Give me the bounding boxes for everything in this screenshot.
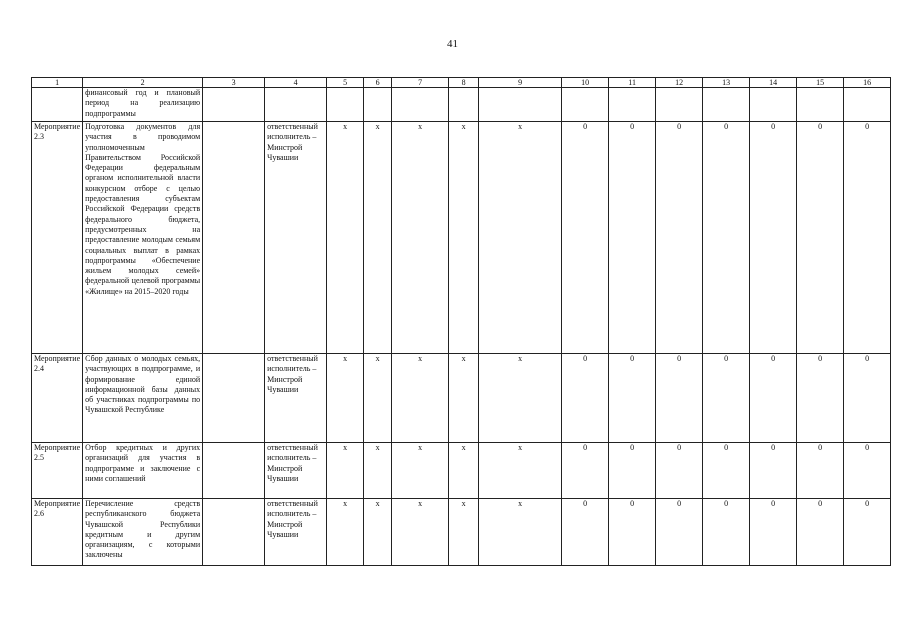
measure-description: Сбор данных о молодых семьях, участвующих в подпрограмме, и формирование единой информационной базы данных об участниках подпрограммы по Чувашской Республике — [83, 354, 203, 443]
column-header: 4 — [265, 78, 327, 88]
cell-empty — [203, 122, 265, 354]
column-header: 7 — [392, 78, 449, 88]
cell-value: 0 — [844, 499, 891, 566]
cell-empty — [203, 499, 265, 566]
cell-mark: x — [364, 443, 392, 499]
column-header: 12 — [656, 78, 703, 88]
cell-value — [750, 88, 797, 122]
column-header: 9 — [479, 78, 562, 88]
cell-mark: x — [327, 354, 364, 443]
responsible-executor: ответственный исполнитель – Минстрой Чувашии — [265, 499, 327, 566]
cell-value: 0 — [609, 354, 656, 443]
cell-value — [562, 88, 609, 122]
measure-label: Мероприятие 2.3 — [32, 122, 83, 354]
responsible-executor: ответственный исполнитель – Минстрой Чувашии — [265, 122, 327, 354]
column-header: 3 — [203, 78, 265, 88]
cell-mark: x — [327, 499, 364, 566]
cell-mark: x — [392, 354, 449, 443]
measure-description: Перечисление средств республиканского бюджета Чувашской Республики кредитным и другим организациям, с которыми заключены — [83, 499, 203, 566]
cell-value: 0 — [797, 354, 844, 443]
cell-mark: x — [392, 499, 449, 566]
column-header: 14 — [750, 78, 797, 88]
column-header: 15 — [797, 78, 844, 88]
cell-value: 0 — [609, 122, 656, 354]
cell-mark — [392, 88, 449, 122]
cell-mark: x — [479, 122, 562, 354]
cell-value: 0 — [844, 354, 891, 443]
table-row — [32, 354, 891, 443]
column-header: 8 — [449, 78, 479, 88]
cell-value — [797, 88, 844, 122]
measure-label: Мероприятие 2.5 — [32, 443, 83, 499]
program-table — [31, 77, 891, 566]
cell-value: 0 — [656, 443, 703, 499]
cell-mark — [327, 88, 364, 122]
cell-value: 0 — [562, 354, 609, 443]
column-header: 10 — [562, 78, 609, 88]
cell-mark: x — [364, 122, 392, 354]
column-header: 16 — [844, 78, 891, 88]
column-header: 11 — [609, 78, 656, 88]
cell-value: 0 — [797, 499, 844, 566]
cell-empty — [203, 88, 265, 122]
measure-label — [32, 88, 83, 122]
measure-label: Мероприятие 2.4 — [32, 354, 83, 443]
cell-value: 0 — [844, 443, 891, 499]
table-row — [32, 122, 891, 354]
cell-mark — [449, 88, 479, 122]
responsible-executor: ответственный исполнитель – Минстрой Чувашии — [265, 443, 327, 499]
measure-description: Отбор кредитных и других организаций для участия в подпрограмме и заключение с ними соглашений — [83, 443, 203, 499]
responsible-executor: ответственный исполнитель – Минстрой Чувашии — [265, 354, 327, 443]
column-header: 1 — [32, 78, 83, 88]
cell-value: 0 — [562, 443, 609, 499]
cell-mark: x — [364, 354, 392, 443]
cell-value: 0 — [797, 443, 844, 499]
column-number-row — [32, 78, 891, 88]
cell-mark — [364, 88, 392, 122]
cell-value: 0 — [750, 354, 797, 443]
cell-mark: x — [449, 443, 479, 499]
page-number: 41 — [447, 38, 458, 50]
cell-value: 0 — [703, 354, 750, 443]
cell-value — [703, 88, 750, 122]
cell-value: 0 — [703, 443, 750, 499]
cell-value: 0 — [844, 122, 891, 354]
cell-mark: x — [479, 354, 562, 443]
table-row — [32, 88, 891, 122]
cell-mark: x — [479, 499, 562, 566]
column-header: 13 — [703, 78, 750, 88]
cell-value — [656, 88, 703, 122]
cell-value: 0 — [797, 122, 844, 354]
measure-description: финансовый год и плановый период на реализацию подпрограммы — [83, 88, 203, 122]
measure-label: Мероприятие 2.6 — [32, 499, 83, 566]
cell-mark: x — [449, 122, 479, 354]
cell-value: 0 — [656, 122, 703, 354]
column-header: 5 — [327, 78, 364, 88]
cell-value: 0 — [703, 499, 750, 566]
cell-value: 0 — [750, 443, 797, 499]
column-header: 6 — [364, 78, 392, 88]
cell-value — [609, 88, 656, 122]
cell-value: 0 — [609, 499, 656, 566]
cell-mark: x — [392, 122, 449, 354]
cell-value: 0 — [656, 499, 703, 566]
cell-value: 0 — [750, 122, 797, 354]
measure-description: Подготовка документов для участия в проводимом уполномоченным Правительством Российской Федерации федеральным органом исполнительной власти конкурсном отборе с целью предоставления субъектам Российской Федерации средств федерального бюджета, предусмотренных на предоставление молодым семьям социальных выплат в рамках подпрограммы «Обеспечение жильем молодых семей» федеральной целевой программы «Жилище» на 2015–2020 годы — [83, 122, 203, 354]
cell-mark: x — [449, 354, 479, 443]
cell-mark: x — [327, 443, 364, 499]
cell-empty — [203, 354, 265, 443]
cell-value: 0 — [750, 499, 797, 566]
table-row — [32, 499, 891, 566]
cell-mark: x — [392, 443, 449, 499]
cell-value: 0 — [562, 122, 609, 354]
cell-mark: x — [327, 122, 364, 354]
cell-empty — [203, 443, 265, 499]
responsible-executor — [265, 88, 327, 122]
cell-value — [844, 88, 891, 122]
cell-value: 0 — [703, 122, 750, 354]
cell-mark: x — [479, 443, 562, 499]
cell-mark: x — [449, 499, 479, 566]
cell-value: 0 — [656, 354, 703, 443]
column-header: 2 — [83, 78, 203, 88]
cell-value: 0 — [609, 443, 656, 499]
cell-mark — [479, 88, 562, 122]
cell-mark: x — [364, 499, 392, 566]
cell-value: 0 — [562, 499, 609, 566]
table-row — [32, 443, 891, 499]
